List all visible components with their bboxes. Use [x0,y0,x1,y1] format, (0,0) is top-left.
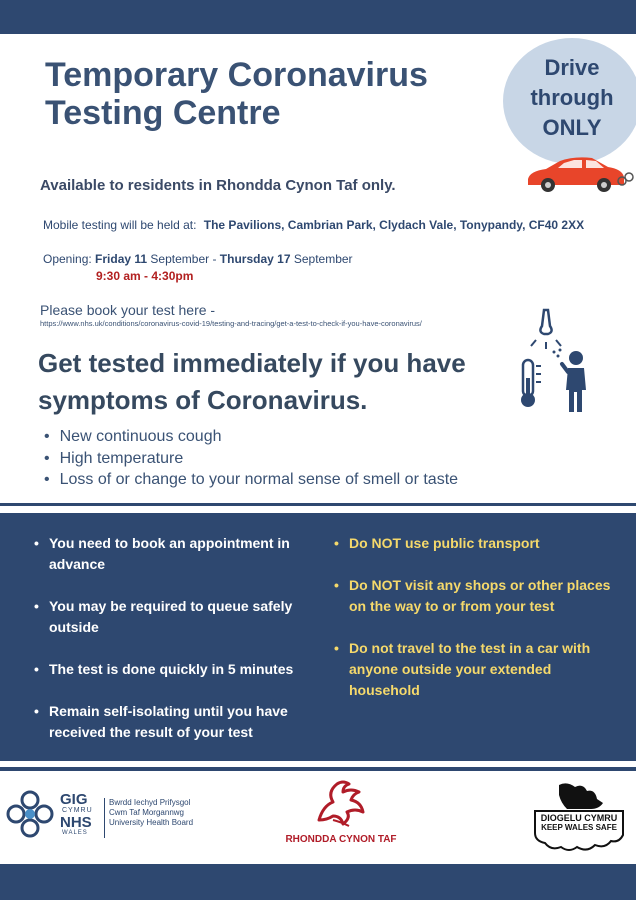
health-board-line-3: University Health Board [109,818,194,827]
warning-item: • Do not travel to the test in a car with anyone outside your extended household [334,638,624,701]
rct-name: RHONDDA CYNON TAF [285,834,397,845]
title-line-2: Testing Centre [45,94,281,132]
testing-address: The Pavilions, Cambrian Park, Clydach Vale, Tonypandy, CF40 2XX [203,218,585,232]
opening-start-month: September - [150,252,217,266]
opening-end-month: September [293,252,353,266]
warning-item: • Do NOT use public transport [334,533,624,554]
guidance-item: • You need to book an appointment in advance [34,533,324,575]
symptoms-heading-line-1: Get tested immediately if you have [38,348,466,378]
symptoms-icon [514,306,594,416]
booking-link[interactable]: https://www.nhs.uk/conditions/coronavirus-covid-19/testing-and-tracing/get-a-test-to-check-if-you-have-coronavirus/ [40,319,422,328]
nhs-logo [4,788,214,848]
guidance-item: • The test is done quickly in 5 minutes [34,659,324,680]
badge-line-1: Drive [544,55,600,80]
opening-start-day: Friday 11 [95,252,148,266]
guidance-list-left [34,533,324,764]
badge-line-2: through [530,85,614,110]
nhs-logo-separator [104,798,105,838]
health-board-line-2: Cwm Taf Morgannwg [109,808,184,817]
symptoms-heading [38,345,508,419]
top-banner-bar [0,0,636,34]
section-divider [0,503,636,506]
health-board-line-1: Bwrdd Iechyd Prifysgol [109,798,191,807]
footer-divider [0,767,636,771]
symptoms-list [44,426,458,491]
health-board-name [109,798,193,828]
rct-logo [276,776,406,858]
mobile-testing-location [43,218,584,232]
drive-through-badge [503,38,636,164]
warning-item: • Do NOT visit any shops or other places on the way to or from your test [334,575,624,617]
symptom-item: • New continuous cough [44,426,458,448]
kws-welsh-text: DIOGELU CYMRU [540,813,618,823]
kws-english-text: KEEP WALES SAFE [541,823,617,832]
title-line-1: Temporary Coronavirus [45,56,428,94]
nhs-knot-emblem-icon [4,788,56,840]
booking-prompt: Please book your test here - [40,302,216,318]
opening-label: Opening: [43,252,92,266]
opening-hours: 9:30 am - 4:30pm [96,269,194,283]
badge-line-3: ONLY [542,115,602,140]
symptom-item: • Loss of or change to your normal sense of smell or taste [44,469,458,491]
nhs-gig-text: GIG [60,791,88,808]
nhs-wales-text: WALES [62,830,88,836]
symptoms-heading-line-2: symptoms of Coronavirus. [38,385,368,415]
nhs-cymru-text: CYMRU [62,807,93,814]
car-icon [524,153,634,195]
symptom-item: • High temperature [44,448,458,470]
opening-end-day: Thursday 17 [219,252,291,266]
bottom-banner-bar [0,864,636,900]
opening-dates [43,252,353,266]
mobile-testing-label: Mobile testing will be held at: [43,218,197,232]
guidance-list-right [334,533,624,722]
keep-wales-safe-logo [529,781,629,856]
nhs-text: NHS [60,814,92,831]
dragon-icon [313,776,369,828]
page-title [45,56,505,132]
guidance-item: • You may be required to queue safely outside [34,596,324,638]
guidance-item: • Remain self-isolating until you have received the result of your test [34,701,324,743]
availability-note: Available to residents in Rhondda Cynon Taf only. [40,177,396,194]
